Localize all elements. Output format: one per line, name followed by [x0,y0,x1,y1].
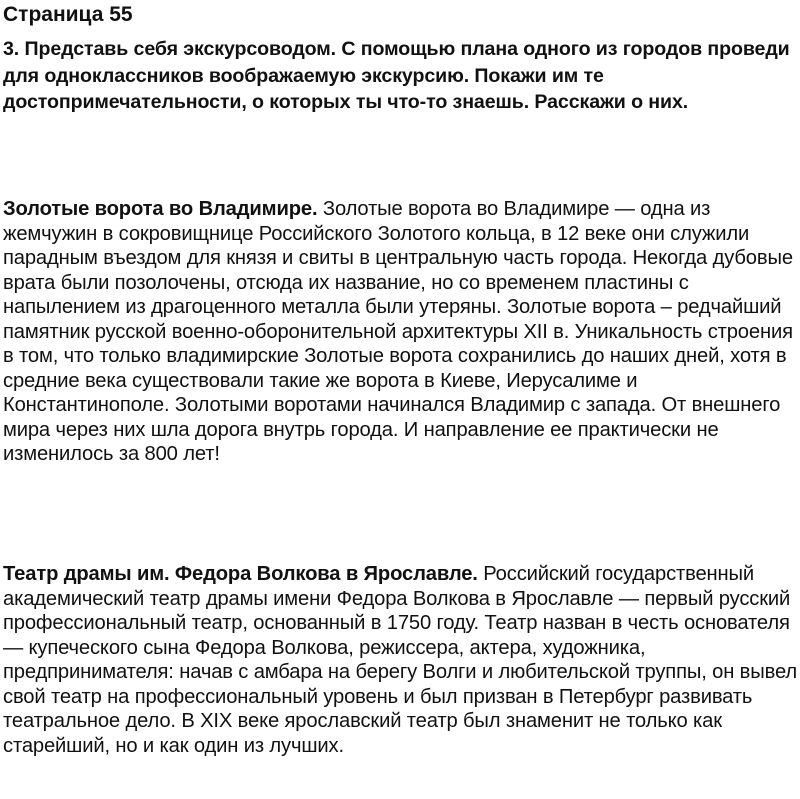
paragraph-golden-gate [3,197,799,467]
paragraph-body: Золотые ворота во Владимире — одна из жемчужин в сокровищнице Российского Золотого кольца, в 12 веке они служили парадным въездом для князя и свиты в центральную часть города. Некогда дубовые врата были позолочены, отсюда их название, но со временем пластины с напылением из драгоценного металла были утеряны. Золотые ворота – редчайший памятник русской военно-оборонительной архитектуры XII в. Уникальность строения в том, что только владимирские Золотые ворота сохранились до наших дней, хотя в средние века существовали такие же ворота в Киеве, Иерусалиме и Константинополе. Золотыми воротами начинался Владимир с запада. От внешнего мира через них шла дорога внутрь города. И направление ее практически не изменилось за 800 лет! [3,198,793,465]
paragraph-term: Театр драмы им. Федора Волкова в Ярославле. [3,563,478,585]
task-text: 3. Представь себя экскурсоводом. С помощью плана одного из городов проведи для одноклассников воображаемую экскурсию. Покажи им те достопримечательности, о которых ты что-то знаешь. Расскажи о них. [3,38,790,113]
paragraph-volkov-theatre [3,562,799,758]
paragraph-term: Золотые ворота во Владимире. [3,198,318,220]
page-heading: Страница 55 [3,3,133,26]
paragraph-body: Российский государственный академический театр драмы имени Федора Волкова в Ярославле — первый русский профессиональный театр, основанный в 1750 году. Театр назван в честь основателя — купеческого сына Федора Волкова, режиссера, актера, художника, предпринимателя: начав с амбара на берегу Волги и любительской труппы, он вывел свой театр на профессиональный уровень и был призван в Петербург развивать театральное дело. В XIX веке ярославский театр был знаменит не только как старейший, но и как один из лучших. [3,563,797,757]
